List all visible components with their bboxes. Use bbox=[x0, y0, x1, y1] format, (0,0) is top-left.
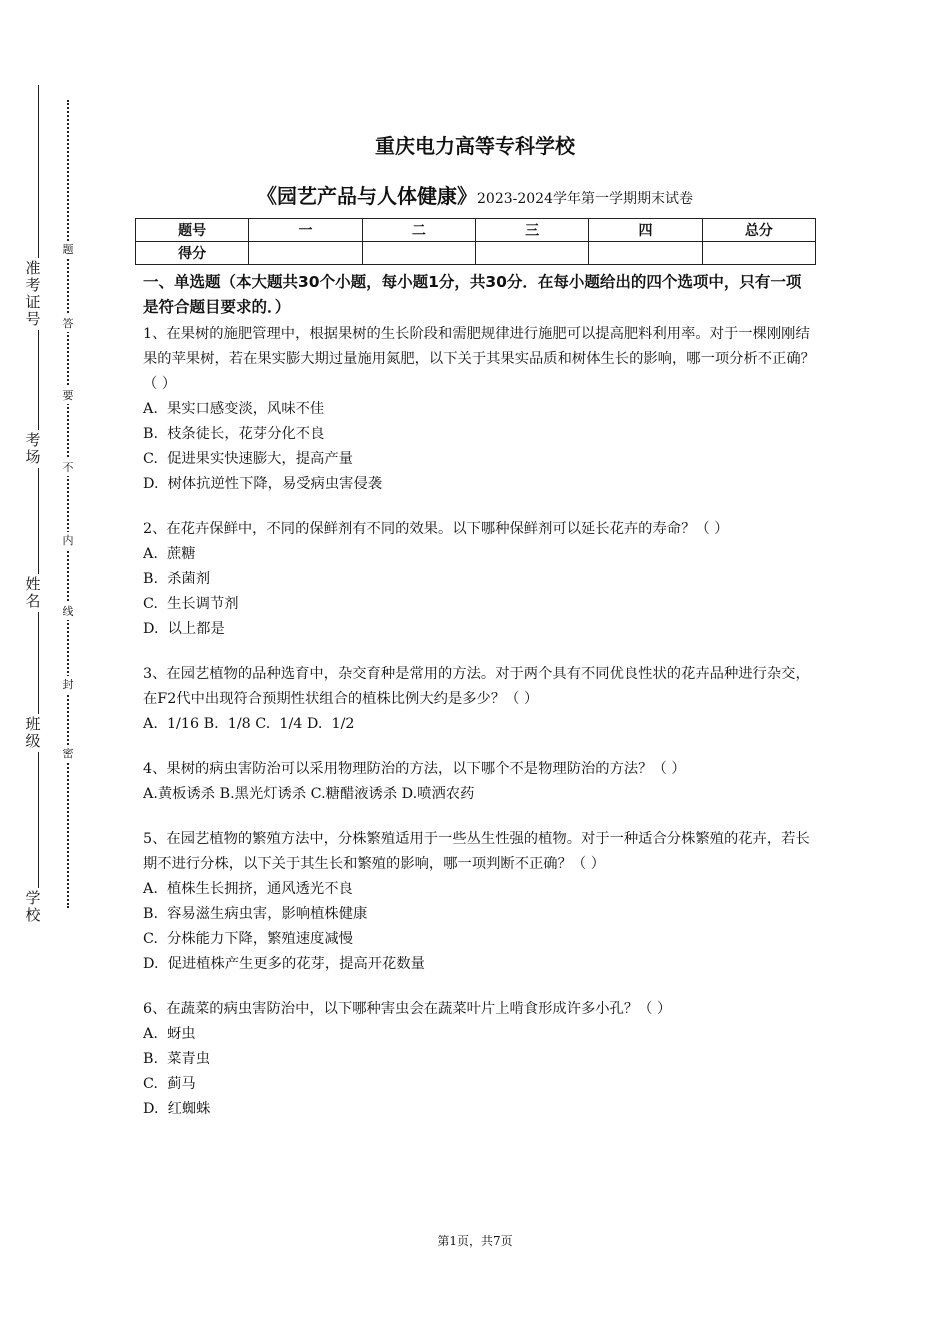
score-table-cell: 一 bbox=[249, 219, 362, 242]
question-4 bbox=[143, 757, 815, 807]
seal-char: 密 bbox=[59, 745, 77, 762]
score-table-cell: 四 bbox=[589, 219, 702, 242]
question-stem: 3、在园艺植物的品种选育中，杂交育种是常用的方法。对于两个具有不同优良性状的花卉品种进行杂交，在F2代中出现符合预期性状组合的植株比例大约是多少？（ ） bbox=[143, 666, 810, 707]
question-stem: 2、在花卉保鲜中，不同的保鲜剂有不同的效果。以下哪种保鲜剂可以延长花卉的寿命？（ ） bbox=[143, 521, 729, 537]
score-table-cell: 总分 bbox=[702, 219, 815, 242]
binding-dotted-line bbox=[67, 100, 69, 908]
question-option: C. 促进果实快速膨大，提高产量 bbox=[143, 451, 353, 467]
question-5 bbox=[143, 827, 815, 977]
school-title: 重庆电力高等专科学校 bbox=[375, 134, 575, 158]
seal-char: 题 bbox=[59, 241, 77, 258]
seal-char: 要 bbox=[59, 387, 77, 404]
question-stem: 6、在蔬菜的病虫害防治中，以下哪种害虫会在蔬菜叶片上啃食形成许多小孔？（ ） bbox=[143, 1001, 672, 1017]
score-entry-cell bbox=[362, 242, 475, 265]
question-option: A. 蔗糖 bbox=[143, 546, 196, 562]
question-option: A. 植株生长拥挤，通风透光不良 bbox=[143, 881, 353, 897]
seal-char: 内 bbox=[59, 532, 77, 549]
question-option: C. 分株能力下降，繁殖速度减慢 bbox=[143, 931, 353, 947]
question-option: D. 树体抗逆性下降，易受病虫害侵袭 bbox=[143, 476, 383, 492]
question-option: C. 蓟马 bbox=[143, 1076, 196, 1092]
question-option: D. 红蜘蛛 bbox=[143, 1101, 211, 1117]
seal-char: 答 bbox=[59, 315, 77, 332]
binding-label-exam-id: 准考证号 bbox=[22, 258, 44, 330]
binding-solid-line bbox=[38, 85, 39, 922]
question-6 bbox=[143, 997, 815, 1122]
seal-char: 不 bbox=[59, 459, 77, 476]
question-option: B. 枝条徒长，花芽分化不良 bbox=[143, 426, 325, 442]
score-table-cell: 得分 bbox=[136, 242, 249, 265]
score-table-cell: 二 bbox=[362, 219, 475, 242]
score-table-cell: 三 bbox=[475, 219, 588, 242]
binding-label-exam-room: 考场 bbox=[22, 430, 44, 468]
question-1 bbox=[143, 322, 815, 497]
question-option: D. 以上都是 bbox=[143, 621, 225, 637]
exam-content bbox=[143, 270, 815, 1142]
question-stem: 4、果树的病虫害防治可以采用物理防治的方法，以下哪个不是物理防治的方法？（ ） bbox=[143, 761, 686, 777]
section-heading: 一、单选题（本大题共30个小题，每小题1分，共30分．在每小题给出的四个选项中，只有一项是符合题目要求的．） bbox=[143, 273, 802, 316]
question-option: B. 杀菌剂 bbox=[143, 571, 211, 587]
exam-subtitle bbox=[0, 180, 950, 209]
seal-char: 线 bbox=[59, 603, 77, 620]
score-entry-cell bbox=[589, 242, 702, 265]
question-option: A. 蚜虫 bbox=[143, 1026, 196, 1042]
score-table-cell: 题号 bbox=[136, 219, 249, 242]
binding-label-name: 姓名 bbox=[22, 574, 44, 612]
score-table-header-row bbox=[136, 219, 816, 242]
score-entry-cell bbox=[249, 242, 362, 265]
binding-label-class: 班级 bbox=[22, 714, 44, 752]
course-name: 《园艺产品与人体健康》 bbox=[257, 184, 477, 208]
question-option: A.黄板诱杀 B.黑光灯诱杀 C.糖醋液诱杀 D.喷洒农药 bbox=[143, 786, 475, 802]
question-option: A. 1/16 B. 1/8 C. 1/4 D. 1/2 bbox=[143, 716, 355, 732]
question-option: B. 菜青虫 bbox=[143, 1051, 211, 1067]
page-footer: 第1页，共7页 bbox=[437, 1234, 513, 1248]
question-option: C. 生长调节剂 bbox=[143, 596, 239, 612]
question-2 bbox=[143, 517, 815, 642]
question-option: A. 果实口感变淡，风味不佳 bbox=[143, 401, 325, 417]
question-stem: 1、在果树的施肥管理中，根据果树的生长阶段和需肥规律进行施肥可以提高肥料利用率。对于一棵刚刚结果的苹果树，若在果实膨大期过量施用氮肥，以下关于其果实品质和树体生长的影响，哪一项分析不正确？（ ） bbox=[143, 326, 815, 392]
question-3 bbox=[143, 662, 815, 737]
score-entry-cell bbox=[702, 242, 815, 265]
question-option: D. 促进植株产生更多的花芽，提高开花数量 bbox=[143, 956, 425, 972]
score-entry-cell bbox=[475, 242, 588, 265]
score-table-score-row bbox=[136, 242, 816, 265]
binding-label-school: 学校 bbox=[22, 888, 44, 926]
seal-char: 封 bbox=[59, 676, 77, 693]
question-option: B. 容易滋生病虫害，影响植株健康 bbox=[143, 906, 368, 922]
score-table bbox=[135, 218, 816, 265]
question-stem: 5、在园艺植物的繁殖方法中，分株繁殖适用于一些丛生性强的植物。对于一种适合分株繁殖的花卉，若长期不进行分株，以下关于其生长和繁殖的影响，哪一项判断不正确？（ ） bbox=[143, 831, 810, 872]
exam-term: 2023-2024学年第一学期期末试卷 bbox=[477, 191, 693, 207]
